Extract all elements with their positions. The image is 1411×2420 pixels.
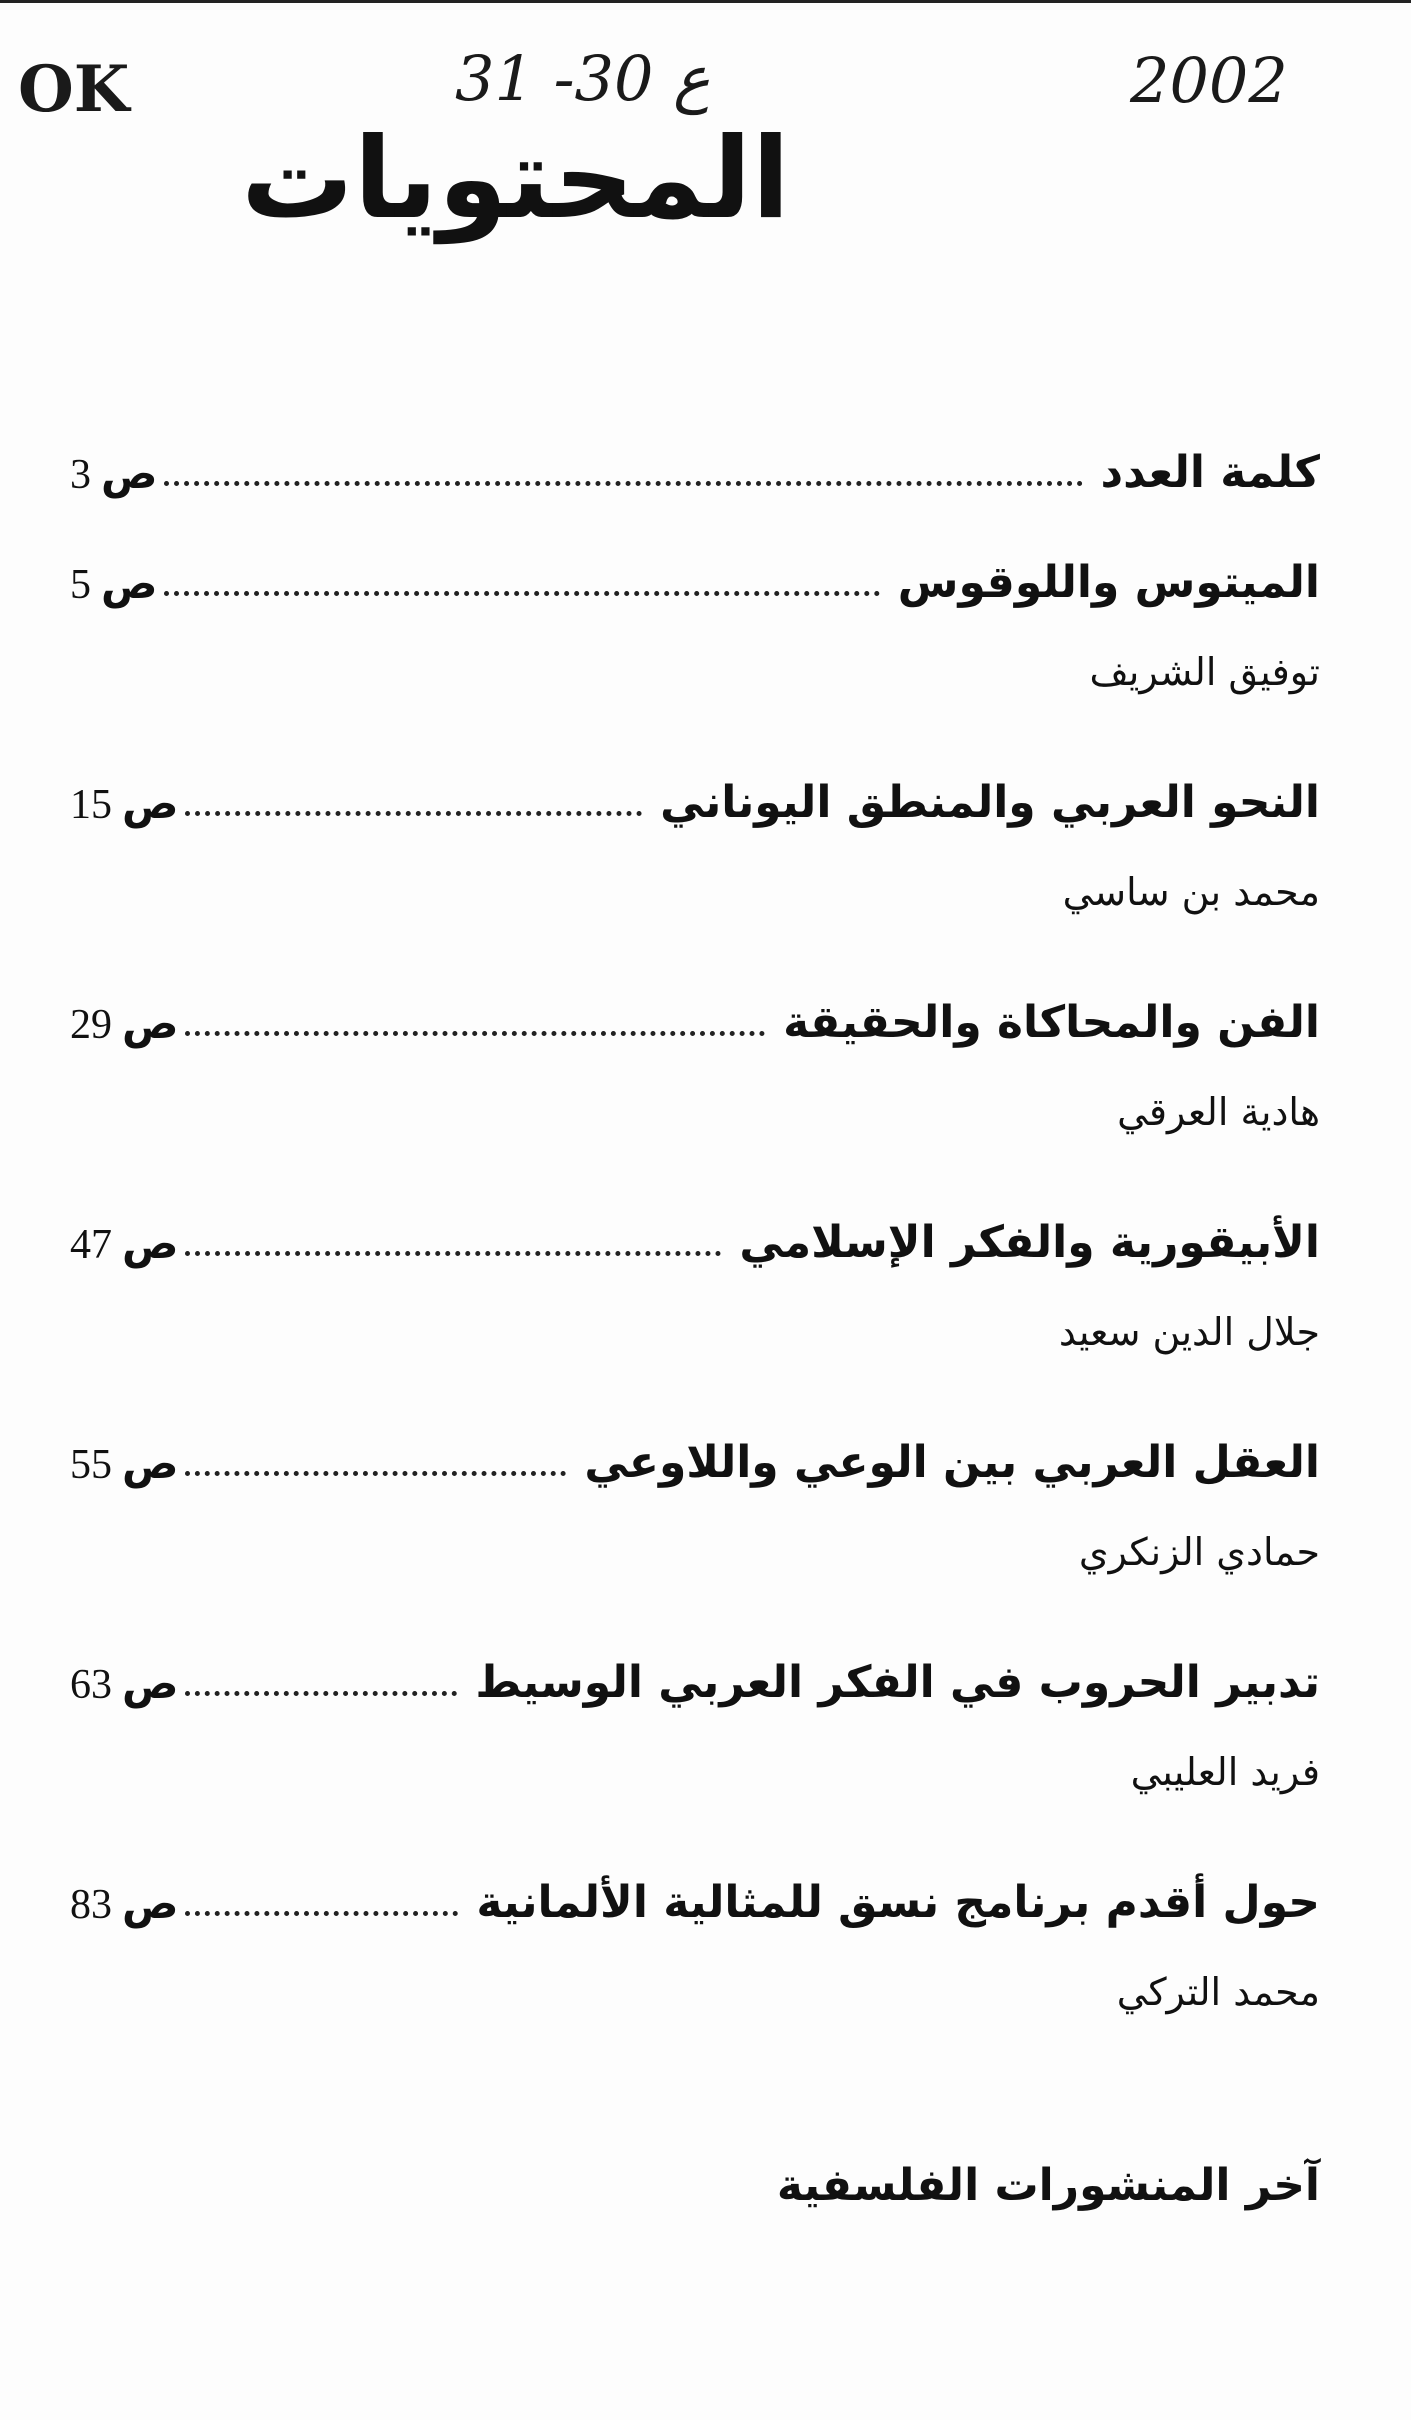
toc-page-ref xyxy=(70,779,179,830)
toc-entry-author: جلال الدين سعيد xyxy=(1058,1310,1320,1354)
page-number: 63 xyxy=(70,1661,112,1708)
toc-entry xyxy=(70,530,1320,610)
page-label: ص xyxy=(101,448,158,498)
toc-entry-author: فريد العليبي xyxy=(1130,1750,1320,1794)
toc-page-ref xyxy=(70,1659,179,1710)
toc-entry-title: الفن والمحاكاة والحقيقة xyxy=(783,997,1320,1049)
dot-leader xyxy=(185,1471,567,1476)
latest-publications-heading: آخر المنشورات الفلسفية xyxy=(776,2160,1320,2211)
page-number: 29 xyxy=(70,1001,112,1048)
toc-page-ref xyxy=(70,449,158,500)
toc-entry xyxy=(70,750,1320,830)
toc-entry-author: حمادي الزنكري xyxy=(1078,1530,1320,1574)
page-label: ص xyxy=(122,1878,179,1928)
dot-leader xyxy=(185,1691,458,1696)
toc-page-ref xyxy=(70,1879,179,1930)
dot-leader xyxy=(185,811,643,816)
page-label: ص xyxy=(122,1438,179,1488)
page-title: المحتويات xyxy=(241,114,790,244)
toc-entry-author: محمد بن ساسي xyxy=(1062,870,1320,914)
toc-entry xyxy=(70,1850,1320,1930)
page-number: 47 xyxy=(70,1221,112,1268)
toc-entry-title: النحو العربي والمنطق اليوناني xyxy=(660,777,1320,829)
page-label: ص xyxy=(101,558,158,608)
handwritten-reference: 31 -30 ع xyxy=(455,42,711,115)
toc-entry-author: توفيق الشريف xyxy=(1089,650,1320,694)
toc-page-ref xyxy=(70,1439,179,1490)
page-number: 3 xyxy=(70,451,91,498)
toc-entry-author: هادية العرقي xyxy=(1117,1090,1320,1134)
top-border xyxy=(0,0,1411,3)
toc-entry-title: العقل العربي بين الوعي واللاوعي xyxy=(584,1437,1320,1489)
dot-leader xyxy=(164,591,880,596)
toc-entry xyxy=(70,1410,1320,1490)
page-label: ص xyxy=(122,998,179,1048)
page-label: ص xyxy=(122,1218,179,1268)
toc-entry xyxy=(70,1630,1320,1710)
toc-entry xyxy=(70,1190,1320,1270)
toc-entry-title: الأبيقورية والفكر الإسلامي xyxy=(739,1217,1320,1269)
page-number: 55 xyxy=(70,1441,112,1488)
page-label: ص xyxy=(122,1658,179,1708)
toc-entry-title: كلمة العدد xyxy=(1100,447,1320,499)
toc-page-ref xyxy=(70,559,158,610)
page-label: ص xyxy=(122,778,179,828)
toc-entry-title: تدبير الحروب في الفكر العربي الوسيط xyxy=(475,1657,1320,1709)
page-number: 83 xyxy=(70,1881,112,1928)
toc-page-ref xyxy=(70,1219,179,1270)
toc-page-ref xyxy=(70,999,179,1050)
toc-entry-author: محمد التركي xyxy=(1116,1970,1320,2014)
toc-entry xyxy=(70,970,1320,1050)
page-number: 15 xyxy=(70,781,112,828)
dot-leader xyxy=(185,1251,722,1256)
page-number: 5 xyxy=(70,561,91,608)
toc-entry-title: حول أقدم برنامج نسق للمثالية الألمانية xyxy=(476,1877,1320,1929)
dot-leader xyxy=(185,1911,459,1916)
dot-leader xyxy=(164,481,1083,486)
dot-leader xyxy=(185,1031,766,1036)
toc-entry xyxy=(70,420,1320,500)
handwritten-ok-mark: OK xyxy=(18,52,130,127)
handwritten-year: 2002 xyxy=(1130,44,1288,117)
toc-entry-title: الميتوس واللوقوس xyxy=(897,557,1320,609)
